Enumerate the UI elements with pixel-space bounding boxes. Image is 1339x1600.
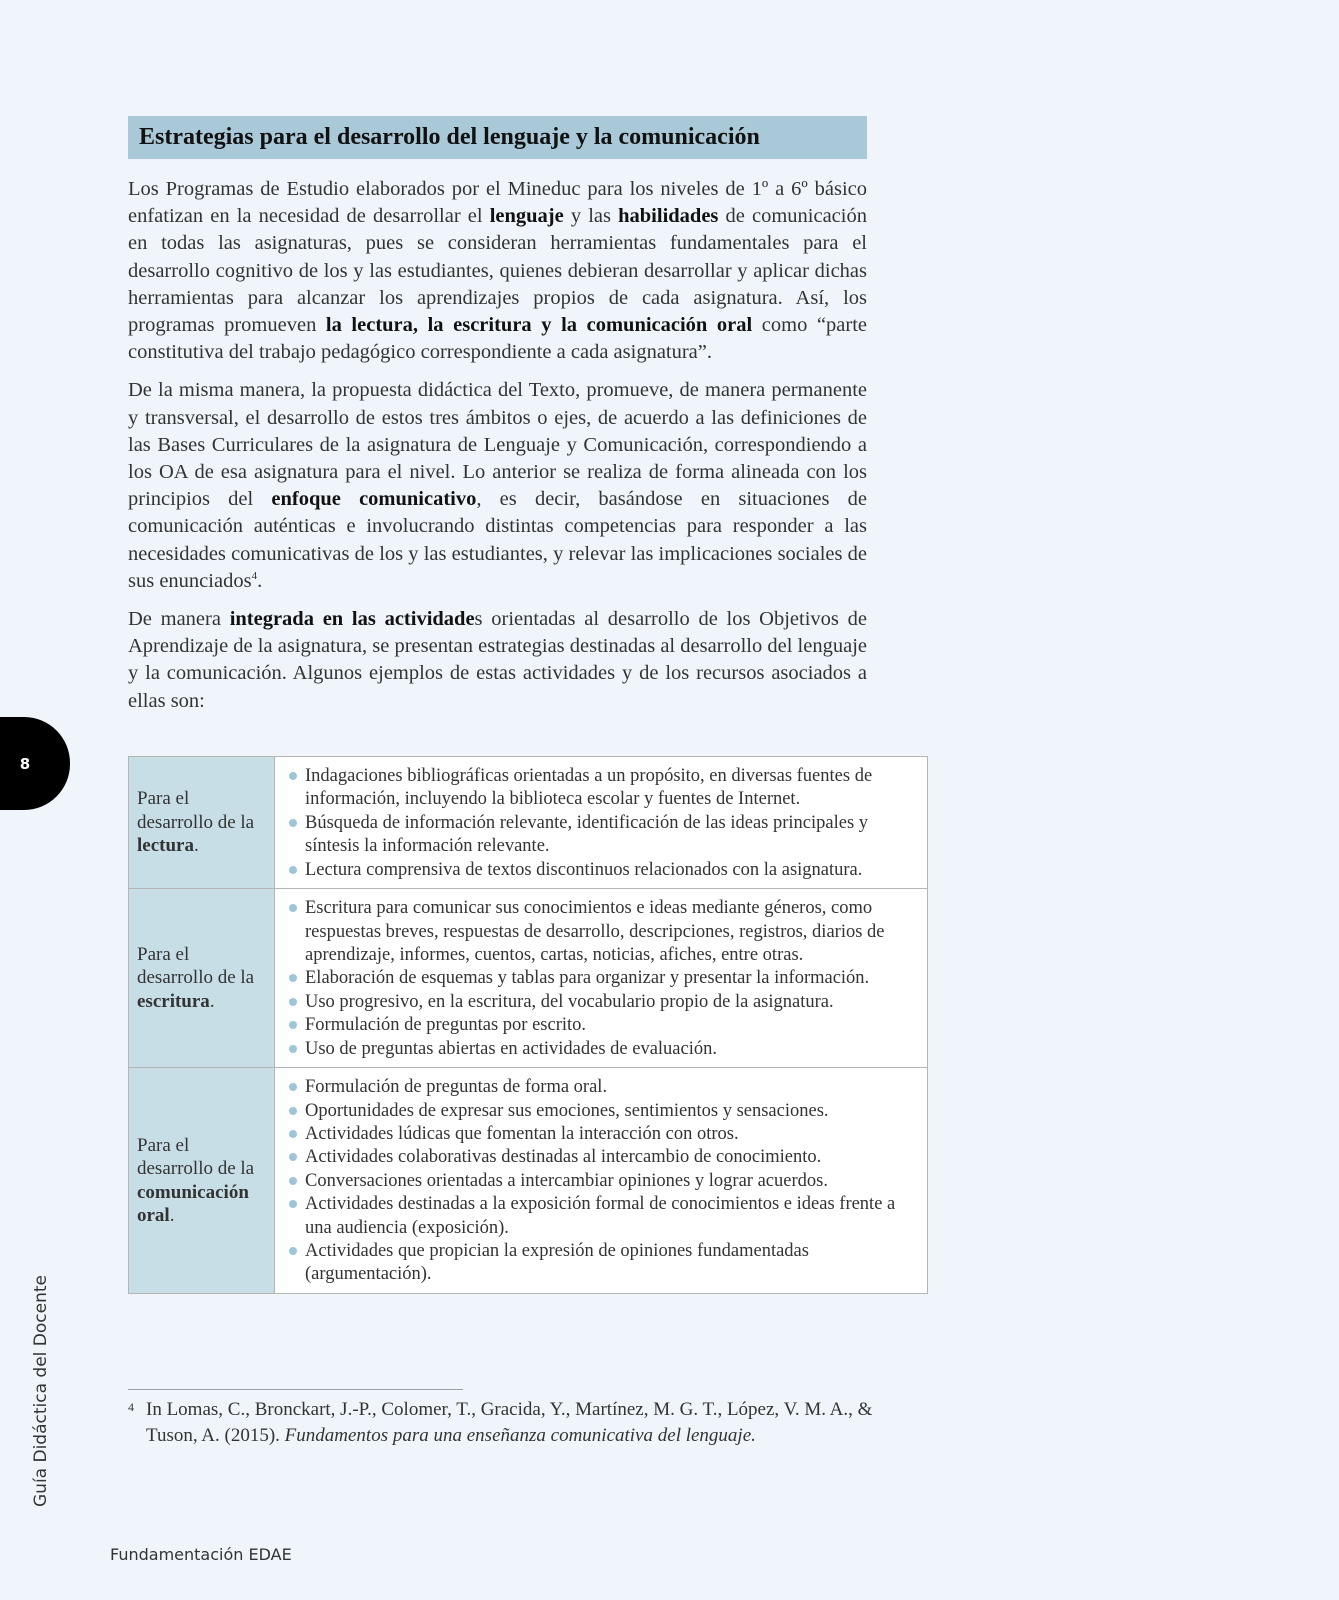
category-text: . bbox=[209, 990, 215, 1012]
list-item: Conversaciones orientadas a intercambiar opiniones y lograr acuerdos. bbox=[287, 1170, 917, 1193]
footnote-text bbox=[128, 1397, 888, 1448]
list-item: Actividades lúdicas que fomentan la interacción con otros. bbox=[287, 1123, 917, 1146]
paragraph-1 bbox=[128, 176, 867, 366]
paragraph-2 bbox=[128, 377, 867, 595]
list-item: Formulación de preguntas por escrito. bbox=[287, 1014, 917, 1037]
category-bold: escritura bbox=[137, 990, 210, 1012]
category-text: Para el desarrollo de la bbox=[137, 1134, 255, 1180]
items-cell bbox=[275, 757, 928, 889]
text: . bbox=[257, 569, 263, 592]
items-cell bbox=[275, 889, 928, 1068]
item-list bbox=[287, 1076, 917, 1287]
text: De manera bbox=[128, 608, 230, 631]
text: s orientadas al desarrollo de los Objetivos de Aprendizaje de la asignatura, se presentan estrategias destinadas al desarrollo del lenguaje y la comunicación. Algunos ejemplos de estas actividades y de los recursos asociados a ellas son: bbox=[128, 608, 867, 712]
list-item: Indagaciones bibliográficas orientadas a un propósito, en diversas fuentes de información, incluyendo la biblioteca escolar y fuentes de Internet. bbox=[287, 765, 917, 812]
items-cell bbox=[275, 1068, 928, 1294]
category-bold: lectura bbox=[137, 835, 194, 857]
side-label: Guía Didáctica del Docente bbox=[31, 1275, 51, 1507]
text: In Lomas, C., Bronckart, J.-P., Colomer, T., Gracida, Y., Martínez, M. G. T., López, V. M. A., & Tuson, A. (2015). bbox=[146, 1399, 873, 1446]
bold-text: lenguaje bbox=[489, 205, 564, 228]
list-item: Uso progresivo, en la escritura, del vocabulario propio de la asignatura. bbox=[287, 991, 917, 1014]
text: de comunicación en todas las asignaturas, pues se consideran herramientas fundamentales para el desarrollo cognitivo de los y las estudiantes, quienes debieran desarrollar y aplicar dichas herramientas para alcanzar los aprendizajes propios de cada asignatura. Así, los programas promueven bbox=[128, 205, 867, 337]
list-item: Uso de preguntas abiertas en actividades de evaluación. bbox=[287, 1038, 917, 1061]
bold-text: habilidades bbox=[618, 205, 719, 228]
section-heading: Estrategias para el desarrollo del lenguaje y la comunicación bbox=[128, 116, 867, 159]
category-bold: comunicación oral bbox=[137, 1181, 249, 1227]
footnote-number: 4 bbox=[128, 1400, 134, 1414]
body-text bbox=[128, 176, 867, 726]
list-item: Búsqueda de información relevante, identificación de las ideas principales y síntesis la información relevante. bbox=[287, 812, 917, 859]
footnote-ref: 4 bbox=[251, 570, 258, 583]
bold-text: enfoque comunicativo bbox=[271, 488, 477, 511]
activities-table bbox=[128, 756, 928, 1294]
category-cell bbox=[129, 1068, 275, 1294]
text: De la misma manera, la propuesta didáctica del Texto, promueve, de manera permanente y transversal, el desarrollo de estos tres ámbitos o ejes, de acuerdo a las definiciones de las Bases Curriculares de la asignatura de Lenguaje y Comunicación, correspondiendo a los OA de esa asignatura para el nivel. Lo anterior se realiza de forma alineada con los principios del bbox=[128, 379, 867, 511]
list-item: Actividades destinadas a la exposición formal de conocimientos e ideas frente a una audiencia (exposición). bbox=[287, 1193, 917, 1240]
text: y las bbox=[563, 205, 619, 228]
bold-text: la lectura, la escritura y la comunicación oral bbox=[325, 314, 753, 337]
paragraph-3 bbox=[128, 606, 867, 715]
category-cell bbox=[129, 889, 275, 1068]
category-text: . bbox=[169, 1205, 175, 1227]
text: como “parte constitutiva del trabajo pedagógico correspondiente a cada asignatura”. bbox=[128, 314, 867, 364]
page-number-tab bbox=[0, 717, 70, 810]
list-item: Formulación de preguntas de forma oral. bbox=[287, 1076, 917, 1099]
bold-text: integrada en las actividade bbox=[229, 608, 475, 631]
table-row bbox=[129, 1068, 928, 1294]
list-item: Oportunidades de expresar sus emociones, sentimientos y sensaciones. bbox=[287, 1100, 917, 1123]
text: Los Programas de Estudio elaborados por el Mineduc para los niveles de 1º a 6º básico enfatizan en la necesidad de desarrollar el bbox=[128, 178, 867, 228]
footnote-divider bbox=[128, 1389, 463, 1390]
list-item: Escritura para comunicar sus conocimientos e ideas mediante géneros, como respuestas breves, respuestas de desarrollo, descripciones, registros, diarios de aprendizaje, informes, cuentos, cartas, noticias, afiches, entre otras. bbox=[287, 897, 917, 967]
category-cell bbox=[129, 757, 275, 889]
category-text: Para el desarrollo de la bbox=[137, 943, 255, 989]
footer-label: Fundamentación EDAE bbox=[110, 1545, 292, 1564]
list-item: Actividades que propician la expresión de opiniones fundamentadas (argumentación). bbox=[287, 1240, 917, 1287]
footnote-title: Fundamentos para una enseñanza comunicativa del lenguaje. bbox=[284, 1424, 756, 1446]
table-row bbox=[129, 757, 928, 889]
category-text: . bbox=[193, 835, 199, 857]
list-item: Lectura comprensiva de textos discontinuos relacionados con la asignatura. bbox=[287, 859, 917, 882]
page-number: 8 bbox=[19, 754, 31, 773]
item-list bbox=[287, 897, 917, 1061]
footnote bbox=[128, 1397, 888, 1448]
list-item: Actividades colaborativas destinadas al intercambio de conocimiento. bbox=[287, 1146, 917, 1169]
table-row bbox=[129, 889, 928, 1068]
list-item: Elaboración de esquemas y tablas para organizar y presentar la información. bbox=[287, 967, 917, 990]
category-text: Para el desarrollo de la bbox=[137, 788, 255, 833]
item-list bbox=[287, 765, 917, 882]
text: , es decir, basándose en situaciones de comunicación auténticas e involucrando distintas competencias para responder a las necesidades comunicativas de los y las estudiantes, y relevar las implicaciones sociales de sus enunciados bbox=[128, 488, 867, 592]
